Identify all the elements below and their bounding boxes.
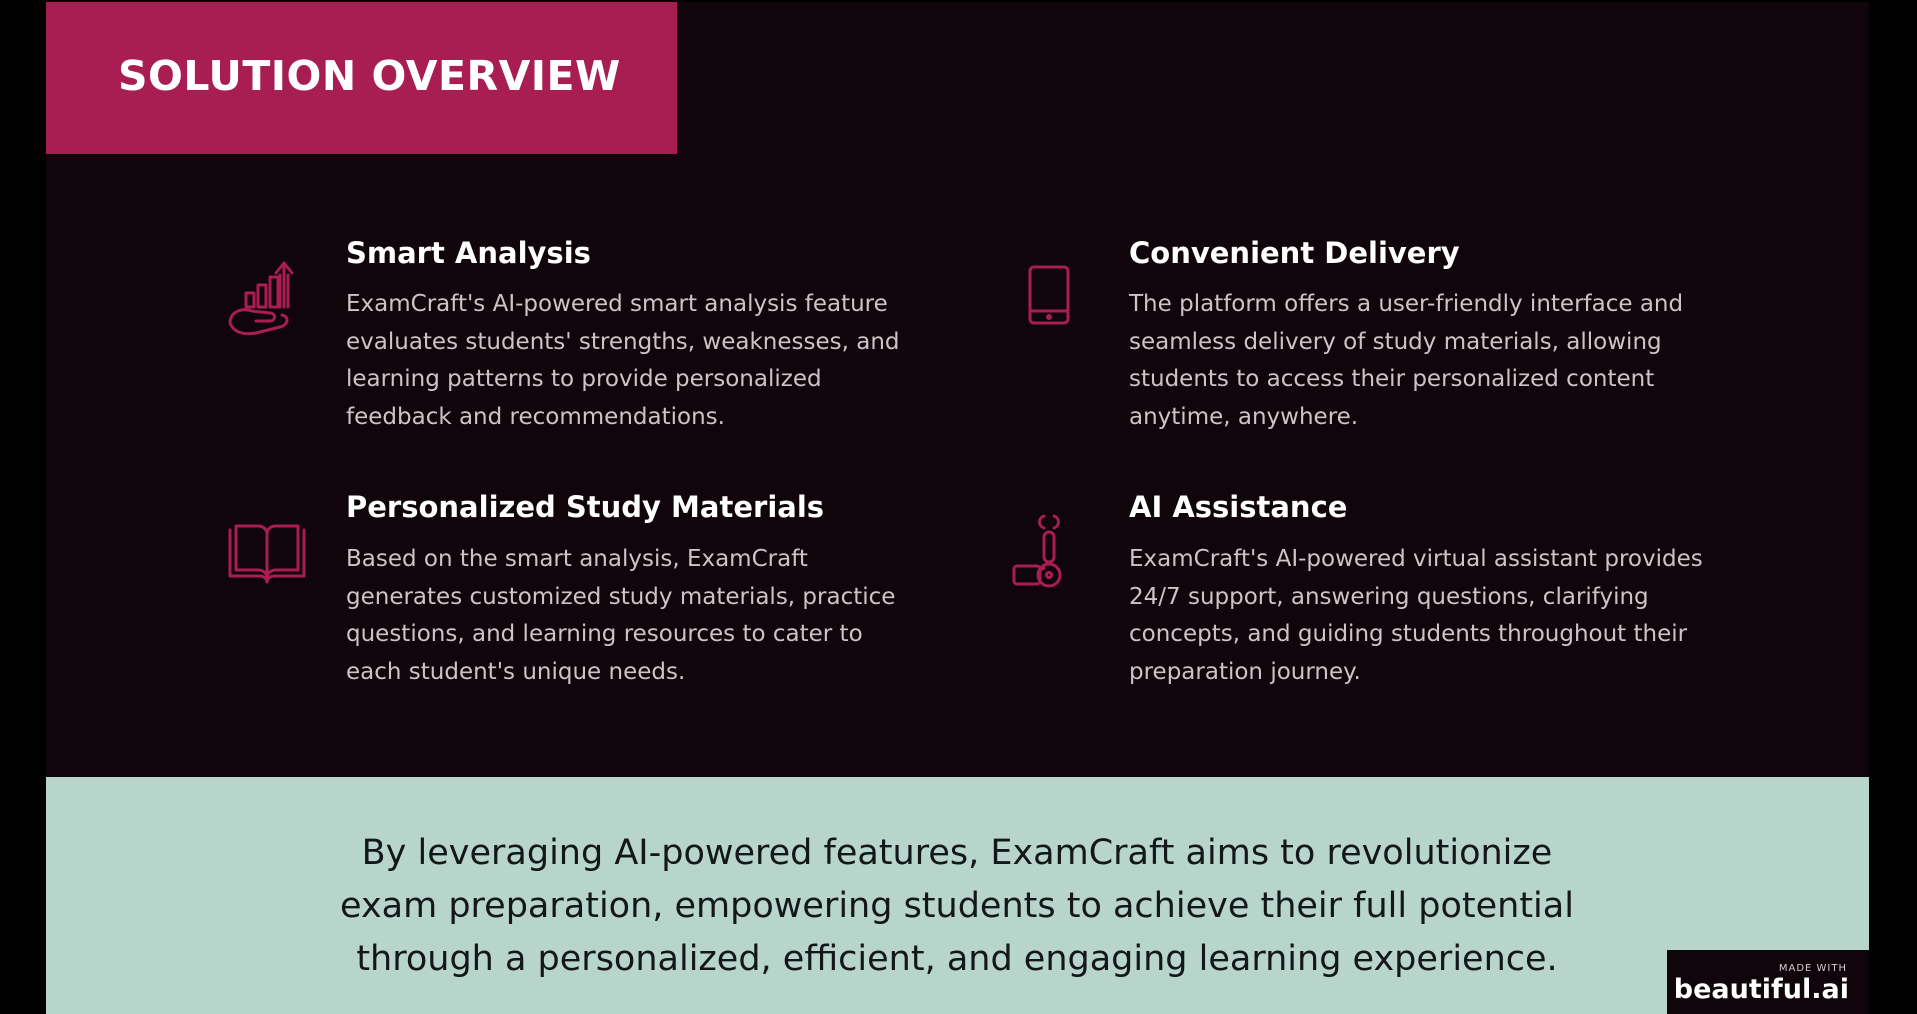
- badge-caption: MADE WITH: [1778, 963, 1847, 974]
- feature-description: Based on the smart analysis, ExamCraft generates customized study materials, practice questions, and learning resources to cater to each student's unique needs.: [346, 546, 896, 685]
- feature-title: Smart Analysis: [346, 236, 591, 270]
- feature-title: Personalized Study Materials: [346, 490, 825, 524]
- feature-description: ExamCraft's AI-powered virtual assistant provides 24/7 support, answering questions, clarifying concepts, and guiding students throughout their preparation journey.: [1129, 546, 1703, 685]
- feature-title: AI Assistance: [1129, 490, 1348, 524]
- footer-statement: By leveraging AI-powered features, ExamCraft aims to revolutionize exam preparation, empowering students to achieve their full potential through a personalized, efficient, and engaging learning experience.: [340, 833, 1574, 979]
- feature-description: ExamCraft's AI-powered smart analysis feature evaluates students' strengths, weaknesses, and learning patterns to provide personalized feedback and recommendations.: [346, 291, 900, 430]
- open-book-icon: [222, 510, 312, 600]
- smartphone-icon: [1004, 255, 1094, 345]
- footer-band: [46, 777, 1869, 1014]
- made-with-badge[interactable]: [1667, 950, 1869, 1014]
- title-banner: [46, 2, 677, 154]
- hand-growth-chart-icon: [222, 255, 312, 345]
- feature-description: The platform offers a user-friendly interface and seamless delivery of study materials, allowing students to access their personalized content anytime, anywhere.: [1129, 291, 1684, 430]
- slide: [46, 2, 1869, 1014]
- robot-arm-icon: [1004, 510, 1094, 600]
- badge-brand-logo: beautiful.ai: [1673, 974, 1849, 1005]
- slide-title: SOLUTION OVERVIEW: [118, 52, 621, 100]
- feature-title: Convenient Delivery: [1129, 236, 1460, 270]
